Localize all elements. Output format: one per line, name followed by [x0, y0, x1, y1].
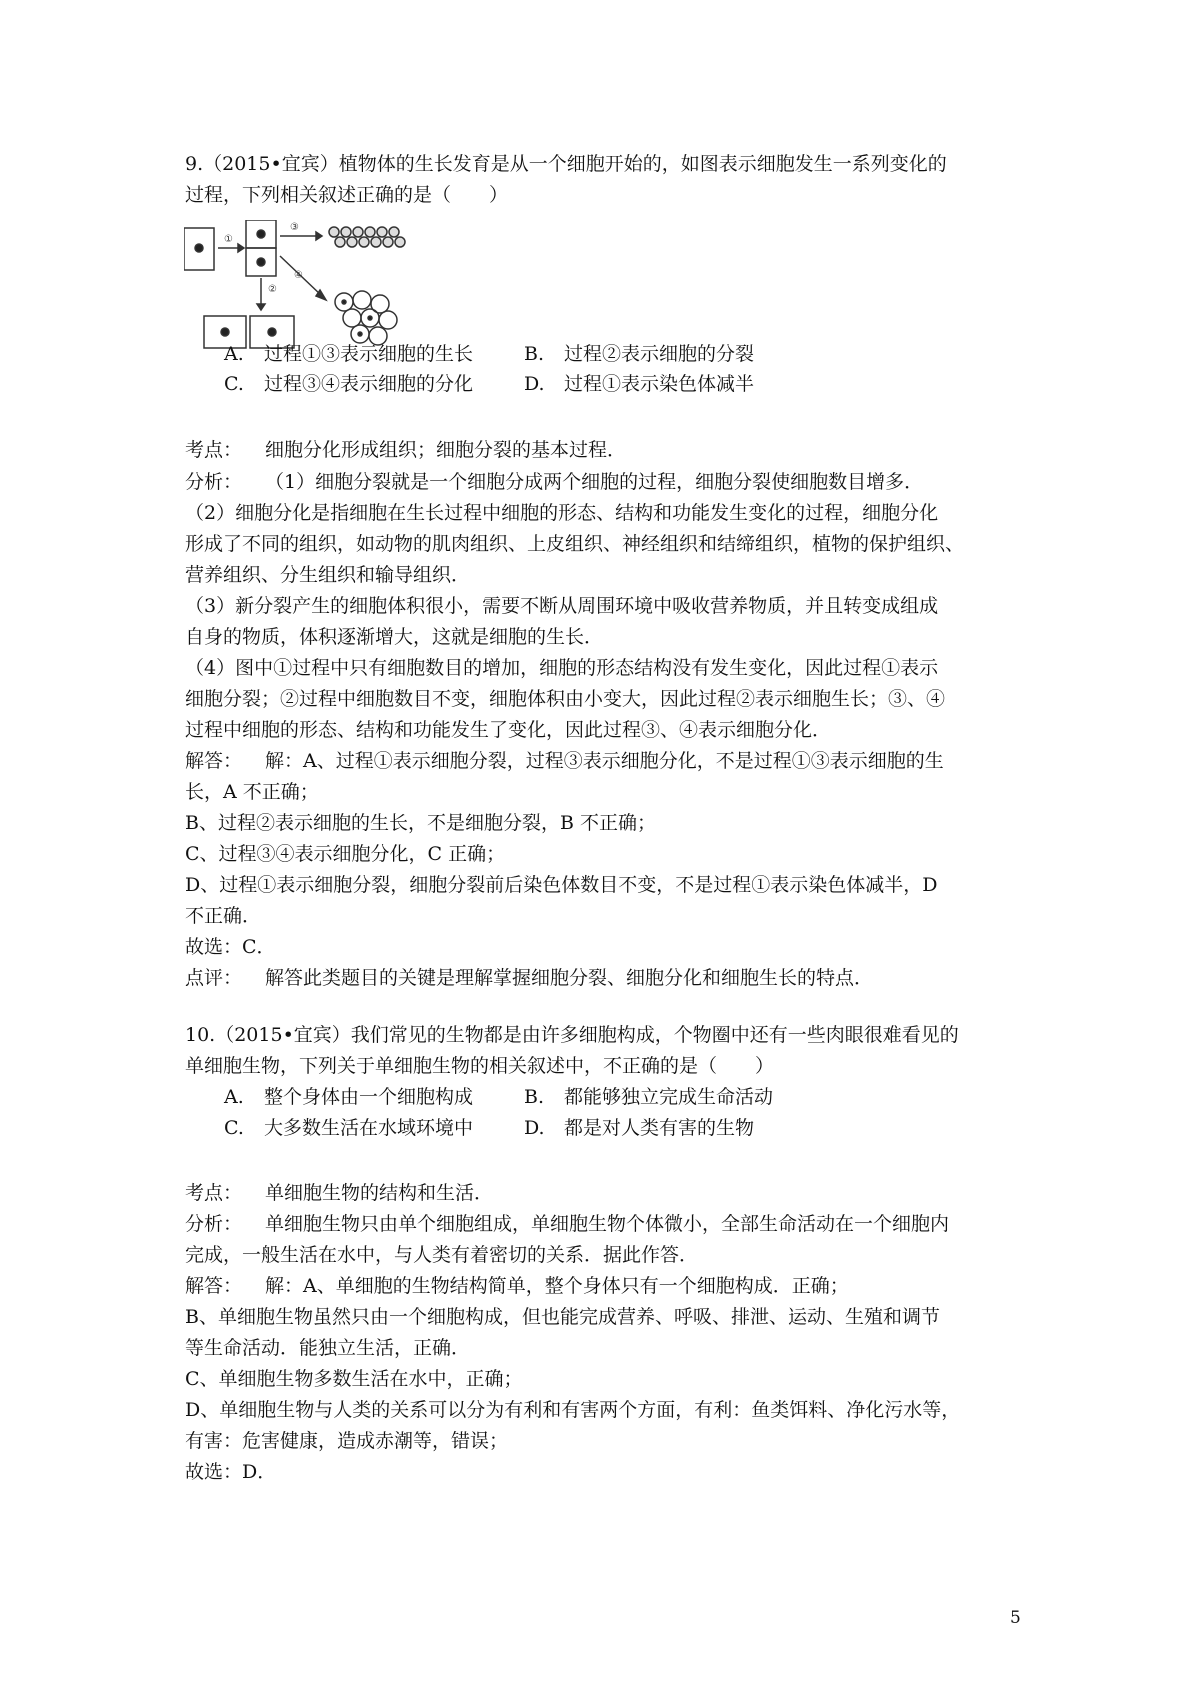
- q9-kaodian: [185, 434, 626, 466]
- figure-label-1: ①: [224, 234, 233, 245]
- q9-dianping: [185, 962, 873, 994]
- option-letter: D.: [524, 373, 545, 395]
- option-text: 大多数生活在水域环境中: [264, 1117, 474, 1139]
- option-letter: B.: [524, 1086, 545, 1108]
- fenxi-text: 单细胞生物只由单个细胞组成，单细胞生物个体微小，全部生命活动在一个细胞内: [265, 1213, 950, 1235]
- q9-jieda-line: C、过程③④表示细胞分化，C 正确；: [185, 843, 506, 865]
- q9-option-row-2: [224, 368, 755, 400]
- option-text: 过程③④表示细胞的分化: [264, 373, 474, 395]
- option-text: 过程①表示染色体减半: [564, 373, 755, 395]
- option-text: 都是对人类有害的生物: [564, 1117, 755, 1139]
- q9-fenxi-line: （2）细胞分化是指细胞在生长过程中细胞的形态、结构和功能发生变化的过程，细胞分化: [185, 502, 939, 524]
- q10-option-row-1: [224, 1081, 774, 1113]
- q10-stem-line1: 10.（2015•宜宾）我们常见的生物都是由许多细胞构成，个物圈中还有一些肉眼很难看见的: [185, 1024, 959, 1046]
- dianping-text: 解答此类题目的关键是理解掌握细胞分裂、细胞分化和细胞生长的特点．: [265, 967, 874, 989]
- q10-option-row-2: [224, 1112, 755, 1144]
- q9-fenxi-line: 过程中细胞的形态、结构和功能发生了变化，因此过程③、④表示细胞分化．: [185, 719, 832, 741]
- q9-jieda-line: [185, 745, 944, 777]
- option-letter: C.: [224, 1117, 244, 1139]
- jieda-label: 解答：: [185, 1275, 243, 1297]
- q9-fenxi-line: （4）图中①过程中只有细胞数目的增加，细胞的形态结构没有发生变化，因此过程①表示: [185, 657, 939, 679]
- option-letter: B.: [524, 343, 545, 365]
- jieda-label: 解答：: [185, 750, 243, 772]
- tissue-cluster: [335, 291, 397, 345]
- page-number: 5: [1010, 1608, 1021, 1628]
- q9-option-row-1: [224, 338, 755, 370]
- figure-label-3: ③: [290, 222, 299, 233]
- option-text: 过程①③表示细胞的生长: [264, 343, 474, 365]
- q10-jieda-line: B、单细胞生物虽然只由一个细胞构成，但也能完成营养、呼吸、排泄、运动、生殖和调节: [185, 1306, 940, 1328]
- option-letter: A.: [224, 343, 244, 365]
- kaodian-text: 细胞分化形成组织；细胞分裂的基本过程．: [265, 439, 627, 461]
- fenxi-label: 分析：: [185, 471, 243, 493]
- q10-jieda-line: D、单细胞生物与人类的关系可以分为有利和有害两个方面，有利：鱼类饵料、净化污水等，: [185, 1399, 961, 1421]
- q10-jieda-line: 有害：危害健康，造成赤潮等，错误；: [185, 1430, 509, 1452]
- jieda-text: 解：A、过程①表示细胞分裂，过程③表示细胞分化，不是过程①③表示细胞的生: [265, 750, 944, 772]
- fenxi-label: 分析：: [185, 1213, 243, 1235]
- option-text: 过程②表示细胞的分裂: [564, 343, 755, 365]
- q10-jieda-line: C、单细胞生物多数生活在水中，正确；: [185, 1368, 523, 1390]
- option-letter: D.: [524, 1117, 545, 1139]
- dianping-label: 点评：: [185, 967, 243, 989]
- q9-fenxi-line: 细胞分裂；②过程中细胞数目不变，细胞体积由小变大，因此过程②表示细胞生长；③、④: [185, 688, 946, 710]
- figure-label-4: ④: [294, 270, 303, 281]
- q10-jieda-line: 等生命活动．能独立生活，正确．: [185, 1337, 471, 1359]
- fenxi-text: （1）细胞分裂就是一个细胞分成两个细胞的过程，细胞分裂使细胞数目增多．: [265, 471, 924, 493]
- q9-fenxi-line: [185, 466, 923, 498]
- option-letter: C.: [224, 373, 244, 395]
- q9-jieda-line: D、过程①表示细胞分裂，细胞分裂前后染色体数目不变，不是过程①表示染色体减半，D: [185, 874, 938, 896]
- q9-jieda-line: 故选：C．: [185, 936, 276, 958]
- q10-fenxi-line: [185, 1208, 949, 1240]
- q9-jieda-line: 长，A 不正确；: [185, 781, 319, 803]
- jieda-text: 解：A、单细胞的生物结构简单，整个身体只有一个细胞构成．正确；: [265, 1275, 849, 1297]
- q9-jieda-line: B、过程②表示细胞的生长，不是细胞分裂，B 不正确；: [185, 812, 656, 834]
- option-text: 整个身体由一个细胞构成: [264, 1086, 474, 1108]
- q9-stem-line2: 过程，下列相关叙述正确的是（ ）: [185, 184, 509, 206]
- q9-stem-line1: 9.（2015•宜宾）植物体的生长发育是从一个细胞开始的，如图表示细胞发生一系列变化的: [185, 153, 947, 175]
- option-letter: A.: [224, 1086, 244, 1108]
- q10-fenxi-line: 完成，一般生活在水中，与人类有着密切的关系．据此作答．: [185, 1244, 699, 1266]
- q10-kaodian: [185, 1177, 493, 1209]
- q10-stem-line2: 单细胞生物，下列关于单细胞生物的相关叙述中，不正确的是（ ）: [185, 1055, 775, 1077]
- q10-jieda-line: 故选：D．: [185, 1461, 277, 1483]
- q9-fenxi-line: （3）新分裂产生的细胞体积很小，需要不断从周围环境中吸收营养物质，并且转变成组成: [185, 595, 939, 617]
- q9-fenxi-line: 形成了不同的组织，如动物的肌肉组织、上皮组织、神经组织和结缔组织，植物的保护组织、: [185, 533, 965, 555]
- q9-fenxi-line: 自身的物质，体积逐渐增大，这就是细胞的生长．: [185, 626, 604, 648]
- q10-jieda-line: [185, 1270, 849, 1302]
- option-text: 都能够独立完成生命活动: [564, 1086, 774, 1108]
- kaodian-label: 考点：: [185, 1182, 243, 1204]
- q9-fenxi-line: 营养组织、分生组织和输导组织．: [185, 564, 471, 586]
- q9-jieda-line: 不正确．: [185, 905, 262, 927]
- tissue-layer: [329, 227, 405, 247]
- kaodian-text: 单细胞生物的结构和生活．: [265, 1182, 494, 1204]
- kaodian-label: 考点：: [185, 439, 243, 461]
- figure-label-2: ②: [268, 284, 277, 295]
